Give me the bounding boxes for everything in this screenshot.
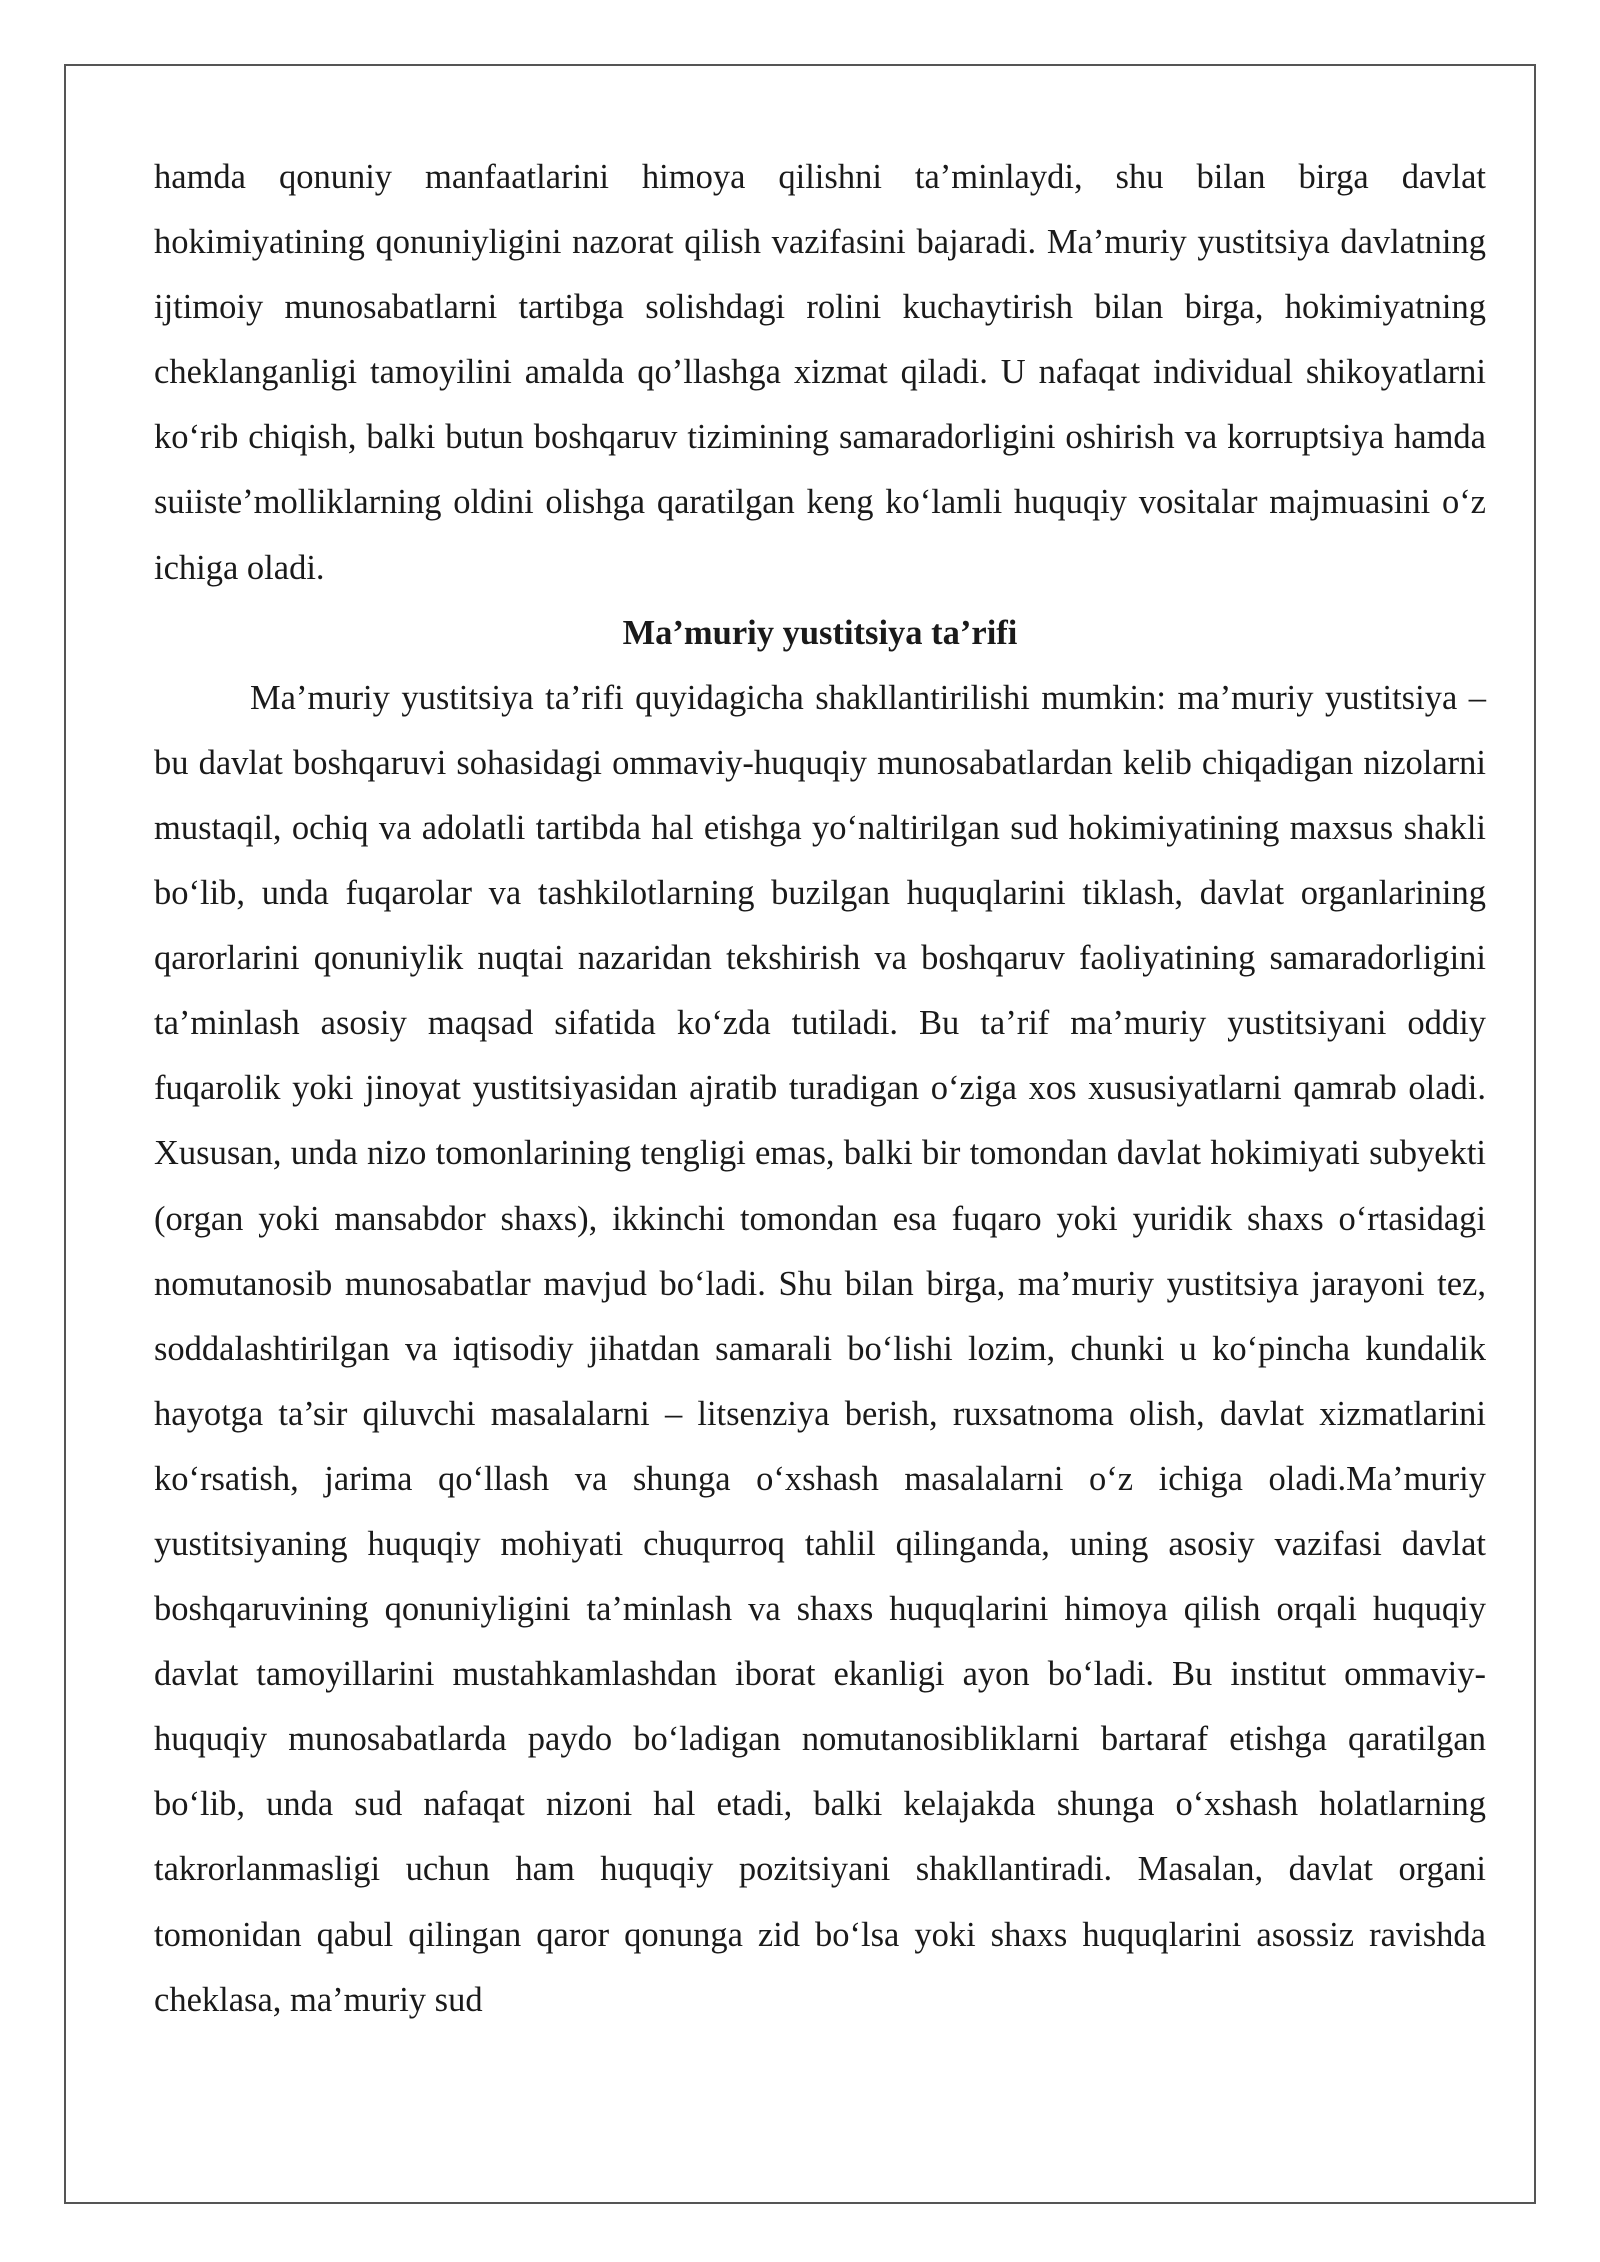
paragraph-continuation: hamda qonuniy manfaatlarini himoya qilishni ta’minlaydi, shu bilan birga davlat hokimiyatining qonuniyligini nazorat qilish vazifasini bajaradi. Ma’muriy yustitsiya davlatning ijtimoiy munosabatlarni tartibga solishdagi rolini kuchaytirish bilan birga, hokimiyatning cheklanganligi tamoyilini amalda qo’llashga xizmat qiladi. U nafaqat individual shikoyatlarni koʻrib chiqish, balki butun boshqaruv tizimining samaradorligini oshirish va korruptsiya hamda suiisteʼmolliklarning oldini olishga qaratilgan keng koʻlamli huquqiy vositalar majmuasini oʻz ichiga oladi. (154, 158, 1486, 587)
document-body (154, 145, 1486, 2033)
section-heading: Ma’muriy yustitsiya ta’rifi (622, 613, 1018, 652)
paragraph-definition: Ma’muriy yustitsiya ta’rifi quyidagicha shakllantirilishi mumkin: ma’muriy yustitsiya – bu davlat boshqaruvi sohasidagi ommaviy-huquqiy munosabatlardan kelib chiqadigan nizolarni mustaqil, ochiq va adolatli tartibda hal etishga yoʻnaltirilgan sud hokimiyatining maxsus shakli boʻlib, unda fuqarolar va tashkilotlarning buzilgan huquqlarini tiklash, davlat organlarining qarorlarini qonuniylik nuqtai nazaridan tekshirish va boshqaruv faoliyatining samaradorligini ta’minlash asosiy maqsad sifatida koʻzda tutiladi. Bu ta’rif ma’muriy yustitsiyani oddiy fuqarolik yoki jinoyat yustitsiyasidan ajratib turadigan oʻziga xos xususiyatlarni qamrab oladi. Xususan, unda nizo tomonlarining tengligi emas, balki bir tomondan davlat hokimiyati subyekti (organ yoki mansabdor shaxs), ikkinchi tomondan esa fuqaro yoki yuridik shaxs oʻrtasidagi nomutanosib munosabatlar mavjud boʻladi. Shu bilan birga, ma’muriy yustitsiya jarayoni tez, soddalashtirilgan va iqtisodiy jihatdan samarali boʻlishi lozim, chunki u koʻpincha kundalik hayotga ta’sir qiluvchi masalalarni – litsenziya berish, ruxsatnoma olish, davlat xizmatlarini koʻrsatish, jarima qoʻllash va shunga oʻxshash masalalarni oʻz ichiga oladi.Ma’muriy yustitsiyaning huquqiy mohiyati chuqurroq tahlil qilinganda, uning asosiy vazifasi davlat boshqaruvining qonuniyligini ta’minlash va shaxs huquqlarini himoya qilish orqali huquqiy davlat tamoyillarini mustahkamlashdan iborat ekanligi ayon boʻladi. Bu institut ommaviy-huquqiy munosabatlarda paydo boʻladigan nomutanosibliklarni bartaraf etishga qaratilgan boʻlib, unda sud nafaqat nizoni hal etadi, balki kelajakda shunga oʻxshash holatlarning takrorlanmasligi uchun ham huquqiy pozitsiyani shakllantiradi. Masalan, davlat organi tomonidan qabul qilingan qaror qonunga zid boʻlsa yoki shaxs huquqlarini asossiz ravishda cheklasa, ma’muriy sud (154, 678, 1486, 2019)
